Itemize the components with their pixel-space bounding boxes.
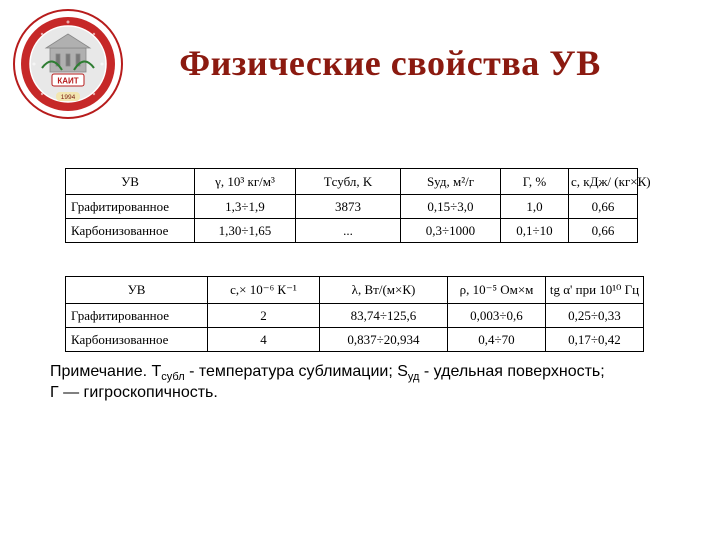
row-label: Графитированное xyxy=(66,195,195,219)
note-text: Примечание. T xyxy=(50,363,162,380)
table-cell: 1,0 xyxy=(501,195,569,219)
row-label: Графитированное xyxy=(66,304,208,328)
header-cell: Tсубл, K xyxy=(296,169,401,195)
table-cell: 4 xyxy=(208,328,320,352)
table-cell: 0,17÷0,42 xyxy=(546,328,644,352)
note-subscript: субл xyxy=(161,371,185,383)
header-cell: tg α' при 10¹⁰ Гц xyxy=(546,277,644,304)
note-text: - температура сублимации; S xyxy=(184,363,408,380)
table-cell: 0,3÷1000 xyxy=(401,219,501,243)
table-cell: 0,4÷70 xyxy=(448,328,546,352)
logo-text: КАИТ xyxy=(57,76,79,86)
header-cell: Sуд, м²/г xyxy=(401,169,501,195)
header-cell: γ, 10³ кг/м³ xyxy=(195,169,296,195)
table-cell: 0,003÷0,6 xyxy=(448,304,546,328)
note-text: - удельная поверхность; xyxy=(419,363,605,380)
table-cell: 83,74÷125,6 xyxy=(320,304,448,328)
table-cell: 0,66 xyxy=(569,219,638,243)
table-row xyxy=(66,195,638,219)
table-cell: 0,66 xyxy=(569,195,638,219)
properties-table-2 xyxy=(65,276,644,352)
table-cell: 1,3÷1,9 xyxy=(195,195,296,219)
table-row xyxy=(66,328,644,352)
footnote xyxy=(50,362,700,403)
header-cell: с,× 10⁻⁶ К⁻¹ xyxy=(208,277,320,304)
slide-title: Физические свойства УВ xyxy=(179,43,601,83)
header-cell: с, кДж/ (кг×К) xyxy=(569,169,638,195)
college-emblem-logo xyxy=(12,8,124,120)
table-row xyxy=(66,304,644,328)
table-cell: 1,30÷1,65 xyxy=(195,219,296,243)
header-cell: УВ xyxy=(66,169,195,195)
table-row xyxy=(66,219,638,243)
table-cell: 3873 xyxy=(296,195,401,219)
table-cell: 2 xyxy=(208,304,320,328)
row-label: Карбонизованное xyxy=(66,328,208,352)
table-header-row xyxy=(66,169,638,195)
table-cell: 0,25÷0,33 xyxy=(546,304,644,328)
properties-table-1 xyxy=(65,168,651,243)
row-label: Карбонизованное xyxy=(66,219,195,243)
header-cell: λ, Вт/(м×К) xyxy=(320,277,448,304)
note-subscript: уд xyxy=(407,371,420,383)
logo-year: 1994 xyxy=(60,94,76,101)
header-cell: УВ xyxy=(66,277,208,304)
header-cell: ρ, 10⁻⁵ Ом×м xyxy=(448,277,546,304)
table-cell: 0,15÷3,0 xyxy=(401,195,501,219)
table-header-row xyxy=(66,277,644,304)
footnote-line-2: Г — гигроскопичность. xyxy=(50,384,218,401)
footnote-line-1 xyxy=(50,362,700,383)
table-cell: 0,1÷10 xyxy=(501,219,569,243)
table-cell: ... xyxy=(296,219,401,243)
header-cell: Г, % xyxy=(501,169,569,195)
table-cell: 0,837÷20,934 xyxy=(320,328,448,352)
